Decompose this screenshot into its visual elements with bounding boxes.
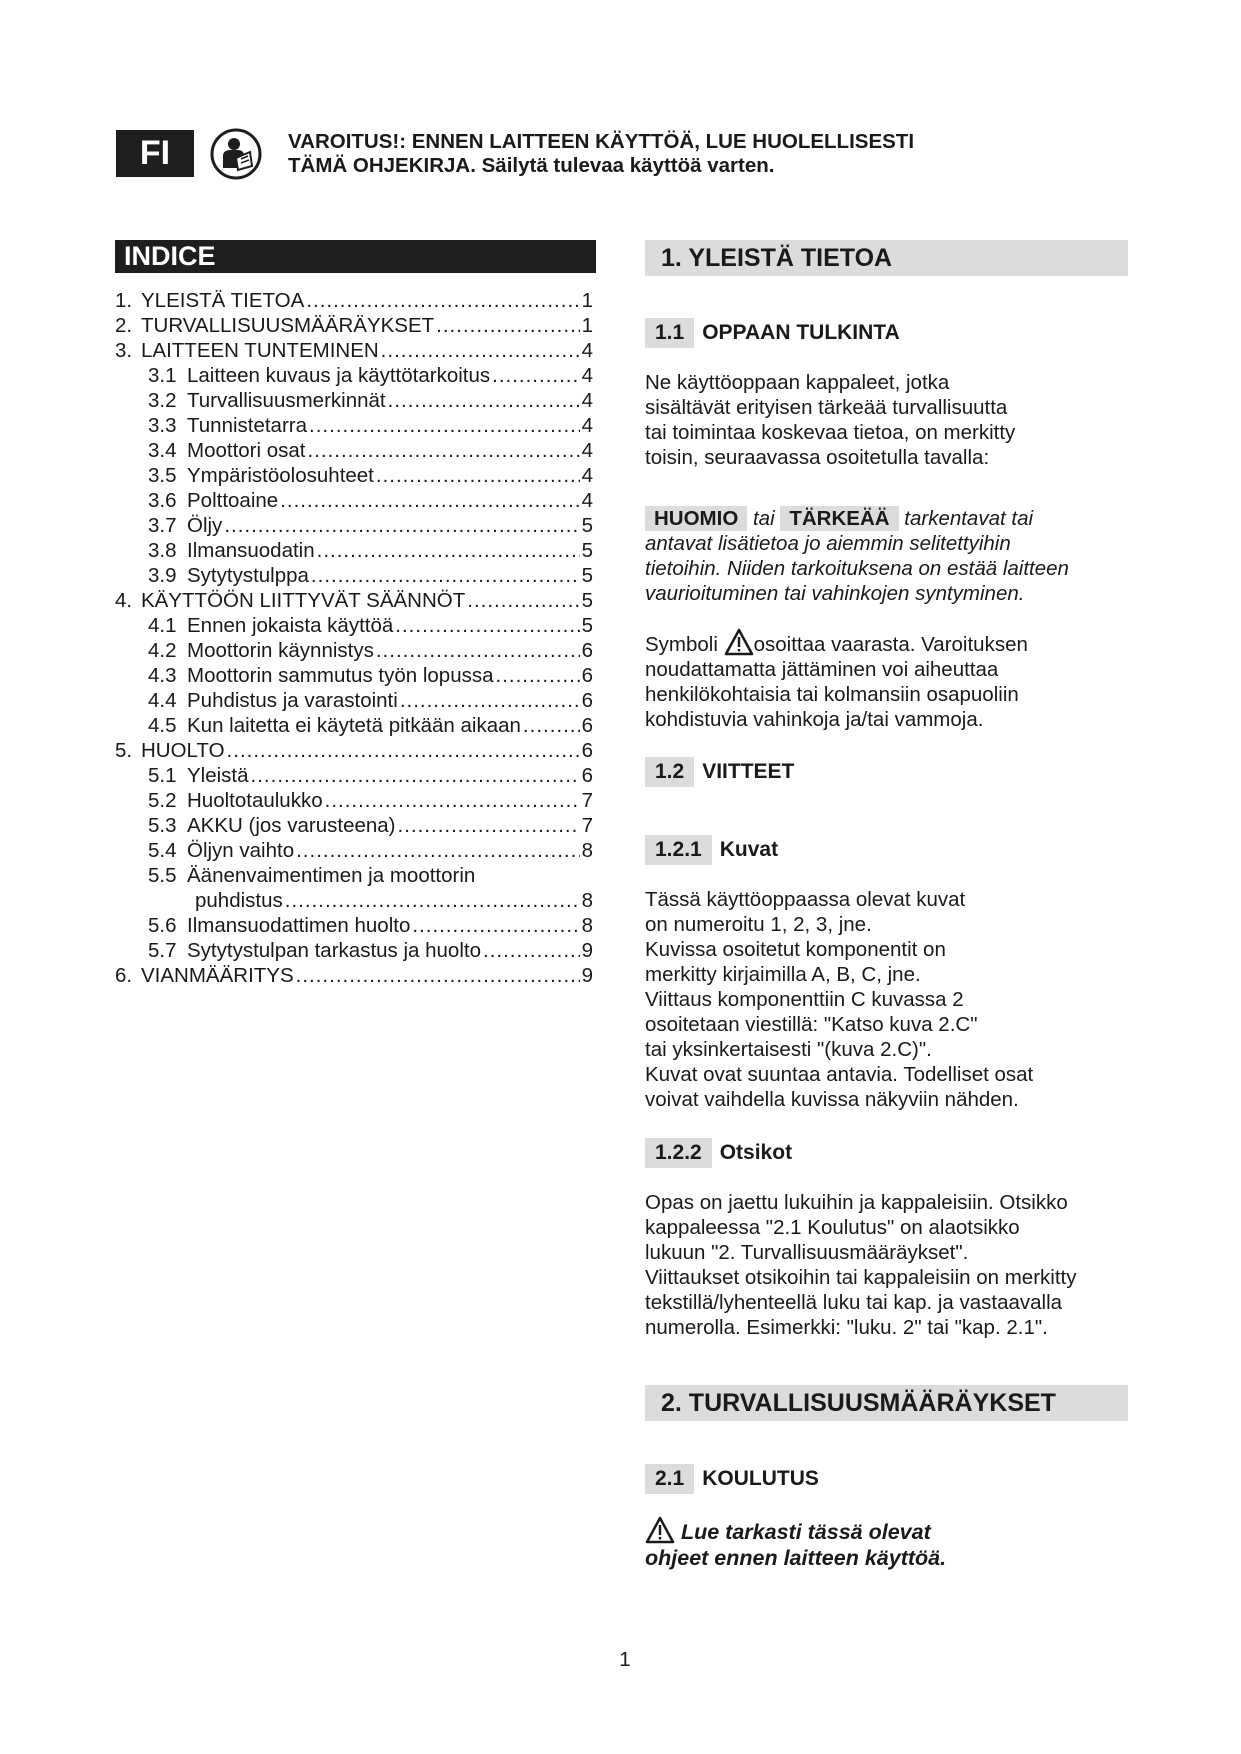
- toc-entry-page: 6: [581, 639, 593, 662]
- toc-entry-page: 7: [581, 789, 593, 812]
- toc-leader-dots: [251, 763, 580, 788]
- toc-entry: [115, 538, 605, 563]
- toc-entry: [115, 413, 605, 438]
- toc-leader-dots: [395, 613, 579, 638]
- toc-leader-dots: [280, 488, 579, 513]
- toc-entry: [115, 588, 605, 613]
- toc-entry-page: 4: [581, 439, 593, 462]
- toc-entry-page: 7: [581, 814, 593, 837]
- manual-warning: [288, 130, 914, 178]
- warning-triangle-icon: [645, 1516, 675, 1544]
- symbol-line1-text: osoittaa vaarasta. Varoituksen: [753, 633, 1028, 656]
- section-number: 1.2: [645, 757, 694, 787]
- paragraph-line: henkilökohtaisia tai kolmansiin osapuoliin: [645, 683, 1019, 706]
- warning-line2: ohjeet ennen laitteen käyttöä.: [645, 1546, 947, 1570]
- toc-leader-dots: [467, 588, 579, 613]
- toc-entry-number: 4.3: [148, 664, 177, 687]
- toc-entry-label: Ympäristöolosuhteet: [187, 464, 374, 487]
- symbol-paragraph: [645, 628, 1130, 732]
- table-of-contents: [115, 288, 605, 988]
- toc-leader-dots: [311, 563, 580, 588]
- toc-entry: [115, 313, 605, 338]
- paragraph-line: numerolla. Esimerkki: "luku. 2" tai "kap. 2.1".: [645, 1316, 1048, 1339]
- paragraph-line: Kuvissa osoitetut komponentit on: [645, 938, 946, 961]
- toc-entry-number: 3.5: [148, 464, 177, 487]
- toc-entry-label: Moottori osat: [187, 439, 306, 462]
- section-1-2-2-heading: [645, 1138, 792, 1168]
- toc-entry-number: 3.2: [148, 389, 177, 412]
- toc-leader-dots: [483, 938, 580, 963]
- section-1-2-1-heading: [645, 835, 778, 865]
- section-heading-label: Otsikot: [719, 1141, 793, 1164]
- toc-entry-page: 8: [581, 889, 593, 912]
- toc-entry-number: 4.2: [148, 639, 177, 662]
- symbol-word: Symboli: [645, 633, 718, 656]
- toc-entry: [115, 713, 605, 738]
- toc-entry: [115, 913, 605, 938]
- toc-entry: [115, 963, 605, 988]
- tai-word: tai: [752, 507, 775, 530]
- toc-entry: [115, 288, 605, 313]
- toc-leader-dots: [325, 788, 580, 813]
- toc-entry-number: 3.4: [148, 439, 177, 462]
- note-paragraph: [645, 506, 1130, 606]
- paragraph-line: [645, 1516, 1130, 1545]
- toc-entry-label: Ilmansuodattimen huolto: [187, 914, 411, 937]
- paragraph-line: noudattamatta jättäminen voi aiheuttaa: [645, 658, 999, 681]
- paragraph-line: kohdistuvia vahinkoja ja/tai vammoja.: [645, 708, 984, 731]
- toc-entry-page: 4: [581, 464, 593, 487]
- toc-entry-label: Huoltotaulukko: [187, 789, 323, 812]
- paragraph-line: toisin, seuraavassa osoitetulla tavalla:: [645, 446, 990, 469]
- toc-leader-dots: [296, 838, 579, 863]
- note-line1-text: tarkentavat tai: [904, 507, 1034, 530]
- index-title: INDICE: [115, 240, 596, 273]
- toc-entry-page: 5: [581, 564, 593, 587]
- toc-entry: [115, 888, 605, 913]
- paragraph-line: on numeroitu 1, 2, 3, jne.: [645, 913, 872, 936]
- paragraph-line: [645, 506, 1130, 531]
- toc-entry-label: Puhdistus ja varastointi: [187, 689, 398, 712]
- toc-entry-page: 9: [581, 939, 593, 962]
- toc-entry-page: 6: [581, 689, 593, 712]
- toc-leader-dots: [285, 888, 580, 913]
- toc-entry-number: 5.7: [148, 939, 177, 962]
- section-number: 1.2.2: [645, 1138, 712, 1168]
- toc-entry-number: 4.5: [148, 714, 177, 737]
- toc-entry-page: 4: [581, 389, 593, 412]
- toc-leader-dots: [224, 513, 579, 538]
- toc-entry-page: 5: [581, 589, 593, 612]
- toc-entry-label: LAITTEEN TUNTEMINEN: [141, 339, 379, 362]
- toc-entry: [115, 363, 605, 388]
- section-heading-label: OPPAAN TULKINTA: [702, 321, 900, 344]
- toc-entry-page: 4: [581, 339, 593, 362]
- toc-leader-dots: [381, 338, 580, 363]
- toc-leader-dots: [317, 538, 580, 563]
- section-heading-label: VIITTEET: [702, 760, 795, 783]
- toc-entry-number: 6.: [115, 964, 133, 987]
- toc-entry-number: 4.4: [148, 689, 177, 712]
- toc-entry-number: 4.: [115, 589, 133, 612]
- section-heading-label: KOULUTUS: [702, 1467, 819, 1490]
- toc-entry-label: Moottorin sammutus työn lopussa: [187, 664, 494, 687]
- huomio-tag: HUOMIO: [645, 506, 747, 531]
- toc-entry-number: 5.4: [148, 839, 177, 862]
- paragraph-line: Opas on jaettu lukuihin ja kappaleisiin. Otsikko: [645, 1191, 1068, 1214]
- toc-leader-dots: [523, 713, 580, 738]
- warning-line1: Lue tarkasti tässä olevat: [680, 1520, 931, 1544]
- section-number: 2.1: [645, 1464, 694, 1494]
- section-1-title: 1. YLEISTÄ TIETOA: [645, 240, 1128, 276]
- paragraph-line: vaurioituminen tai vahinkojen syntyminen.: [645, 582, 1025, 605]
- toc-entry: [115, 488, 605, 513]
- toc-entry: [115, 938, 605, 963]
- toc-entry-page: 9: [581, 964, 593, 987]
- toc-entry: [115, 638, 605, 663]
- toc-entry: [115, 513, 605, 538]
- toc-entry: [115, 338, 605, 363]
- toc-entry: [115, 438, 605, 463]
- toc-entry-number: 5.6: [148, 914, 177, 937]
- toc-entry-number: 3.3: [148, 414, 177, 437]
- manual-warning-line1: VAROITUS!: ENNEN LAITTEEN KÄYTTÖÄ, LUE HUOLELLISESTI: [288, 130, 915, 153]
- toc-entry: [115, 813, 605, 838]
- section-1-1-heading: [645, 318, 900, 348]
- toc-entry-number: 5.1: [148, 764, 177, 787]
- paragraph-line: sisältävät erityisen tärkeää turvallisuutta: [645, 396, 1008, 419]
- toc-entry-number: 5.3: [148, 814, 177, 837]
- toc-entry-label: HUOLTO: [141, 739, 225, 762]
- toc-entry-label: Kun laitetta ei käytetä pitkään aikaan: [187, 714, 521, 737]
- toc-leader-dots: [436, 313, 579, 338]
- toc-entry: [115, 863, 605, 888]
- toc-leader-dots: [296, 963, 580, 988]
- toc-entry-number: 3.6: [148, 489, 177, 512]
- toc-entry-label: Sytytystulppa: [187, 564, 309, 587]
- toc-entry: [115, 613, 605, 638]
- toc-entry-page: 8: [581, 914, 593, 937]
- toc-entry: [115, 788, 605, 813]
- paragraph-line: antavat lisätietoa jo aiemmin selitettyihin: [645, 532, 1011, 555]
- paragraph-line: Viittaus komponenttiin C kuvassa 2: [645, 988, 964, 1011]
- paragraph-line: lukuun "2. Turvallisuusmääräykset".: [645, 1241, 969, 1264]
- read-manual-icon: [210, 128, 262, 180]
- toc-entry-number: 2.: [115, 314, 133, 337]
- section-number: 1.1: [645, 318, 694, 348]
- paragraph-line: osoitetaan viestillä: "Katso kuva 2.C": [645, 1013, 978, 1036]
- toc-leader-dots: [400, 688, 580, 713]
- toc-entry-page: 1: [581, 289, 593, 312]
- toc-entry-label: puhdistus: [195, 889, 283, 912]
- section-heading-label: Kuvat: [719, 838, 779, 861]
- paragraph-line: tietoihin. Niiden tarkoituksena on estää laitteen: [645, 557, 1069, 580]
- toc-entry-number: 1.: [115, 289, 133, 312]
- toc-entry-page: 6: [581, 764, 593, 787]
- toc-entry-label: AKKU (jos varusteena): [187, 814, 396, 837]
- toc-entry-label: Moottorin käynnistys: [187, 639, 374, 662]
- paragraph-line: tai toimintaa koskevaa tietoa, on merkitty: [645, 421, 1016, 444]
- toc-leader-dots: [492, 363, 579, 388]
- toc-entry: [115, 563, 605, 588]
- toc-entry-page: 6: [581, 714, 593, 737]
- toc-leader-dots: [308, 438, 580, 463]
- manual-warning-line2: TÄMÄ OHJEKIRJA. Säilytä tulevaa käyttöä varten.: [288, 154, 775, 177]
- interpretation-paragraph: [645, 370, 1130, 470]
- toc-entry-page: 5: [581, 514, 593, 537]
- paragraph-line: kappaleessa "2.1 Koulutus" on alaotsikko: [645, 1216, 1020, 1239]
- toc-entry: [115, 688, 605, 713]
- toc-entry-number: 3.8: [148, 539, 177, 562]
- toc-entry-label: Ilmansuodatin: [187, 539, 315, 562]
- toc-leader-dots: [496, 663, 580, 688]
- toc-entry-label: Ennen jokaista käyttöä: [187, 614, 394, 637]
- toc-entry-label: Äänenvaimentimen ja moottorin: [187, 864, 476, 887]
- paragraph-line: merkitty kirjaimilla A, B, C, jne.: [645, 963, 921, 986]
- toc-entry-page: 4: [581, 489, 593, 512]
- toc-entry-page: 8: [581, 839, 593, 862]
- toc-entry-number: 5.: [115, 739, 133, 762]
- toc-entry: [115, 463, 605, 488]
- toc-entry-page: 4: [581, 414, 593, 437]
- tarkeaa-tag: TÄRKEÄÄ: [780, 506, 898, 531]
- toc-entry-label: Öljyn vaihto: [187, 839, 295, 862]
- toc-entry-number: 5.5: [148, 864, 177, 887]
- toc-entry-number: 4.1: [148, 614, 177, 637]
- toc-entry-page: 5: [581, 539, 593, 562]
- headings-paragraph: [645, 1190, 1130, 1340]
- paragraph-line: Tässä käyttöoppaassa olevat kuvat: [645, 888, 966, 911]
- toc-entry-page: 6: [581, 664, 593, 687]
- paragraph-line: Viittaukset otsikoihin tai kappaleisiin on merkitty: [645, 1266, 1077, 1289]
- toc-leader-dots: [376, 638, 580, 663]
- paragraph-line: Ne käyttöoppaan kappaleet, jotka: [645, 371, 950, 394]
- toc-entry-label: Laitteen kuvaus ja käyttötarkoitus: [187, 364, 491, 387]
- toc-entry-page: 1: [581, 314, 593, 337]
- toc-entry: [115, 838, 605, 863]
- toc-entry-page: 5: [581, 614, 593, 637]
- toc-entry-page: 6: [581, 739, 593, 762]
- toc-entry: [115, 663, 605, 688]
- toc-leader-dots: [306, 288, 579, 313]
- toc-entry: [115, 763, 605, 788]
- warning-triangle-icon: [724, 628, 754, 656]
- section-number: 1.2.1: [645, 835, 712, 865]
- toc-entry-number: 3.1: [148, 364, 177, 387]
- toc-leader-dots: [376, 463, 580, 488]
- toc-leader-dots: [412, 913, 579, 938]
- page-number: 1: [619, 1648, 631, 1671]
- paragraph-line: [645, 628, 1130, 657]
- toc-entry-number: 3.: [115, 339, 133, 362]
- toc-entry-label: Turvallisuusmerkinnät: [187, 389, 386, 412]
- toc-entry-page: 4: [581, 364, 593, 387]
- paragraph-line: voivat vaihdella kuvissa näkyviin nähden.: [645, 1088, 1019, 1111]
- toc-leader-dots: [398, 813, 580, 838]
- language-badge: FI: [116, 130, 194, 177]
- toc-leader-dots: [227, 738, 580, 763]
- section-2-1-heading: [645, 1464, 819, 1494]
- toc-entry-label: Tunnistetarra: [187, 414, 308, 437]
- toc-entry-label: YLEISTÄ TIETOA: [141, 289, 305, 312]
- toc-entry-number: 3.9: [148, 564, 177, 587]
- paragraph-line: tekstillä/lyhenteellä luku tai kap. ja vastaavalla: [645, 1291, 1063, 1314]
- toc-entry-label: TURVALLISUUSMÄÄRÄYKSET: [141, 314, 435, 337]
- paragraph-line: Kuvat ovat suuntaa antavia. Todelliset osat: [645, 1063, 1034, 1086]
- toc-entry-label: Öljy: [187, 514, 223, 537]
- toc-entry-label: Sytytystulpan tarkastus ja huolto: [187, 939, 481, 962]
- toc-entry-number: 3.7: [148, 514, 177, 537]
- section-1-2-heading: [645, 757, 794, 787]
- toc-entry-label: KÄYTTÖÖN LIITTYVÄT SÄÄNNÖT: [141, 589, 466, 612]
- toc-entry-label: Polttoaine: [187, 489, 279, 512]
- section-2-title: 2. TURVALLISUUSMÄÄRÄYKSET: [645, 1385, 1128, 1421]
- toc-entry-label: VIANMÄÄRITYS: [141, 964, 294, 987]
- paragraph-line: tai yksinkertaisesti "(kuva 2.C)".: [645, 1038, 932, 1061]
- toc-entry-number: 5.2: [148, 789, 177, 812]
- training-warning: [645, 1516, 1130, 1571]
- toc-entry-label: Yleistä: [187, 764, 249, 787]
- toc-entry: [115, 388, 605, 413]
- figures-paragraph: [645, 887, 1130, 1112]
- toc-leader-dots: [309, 413, 580, 438]
- toc-leader-dots: [388, 388, 580, 413]
- toc-entry: [115, 738, 605, 763]
